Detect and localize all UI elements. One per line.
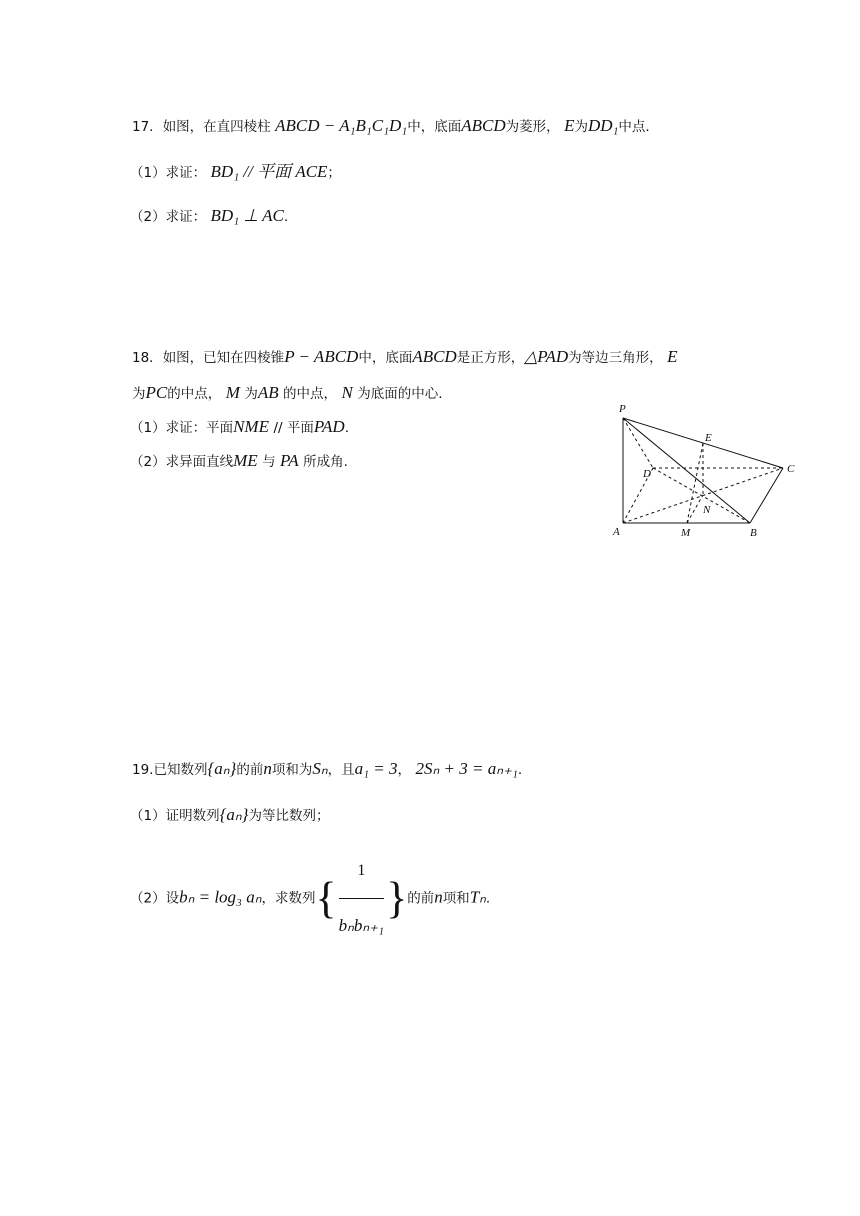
q18-text: 的中点， bbox=[283, 386, 338, 402]
label-p: P bbox=[619, 403, 626, 415]
q18-text: 所成角. bbox=[303, 454, 348, 470]
q19-part2-label: （2）设 bbox=[130, 890, 180, 907]
q18-nme: NME bbox=[233, 417, 269, 436]
q19-text: ，且 bbox=[327, 762, 355, 778]
label-a: A bbox=[613, 526, 620, 538]
q18-ab: AB bbox=[257, 383, 279, 402]
q17-part1-math: BD₁ // 平面 ACE bbox=[210, 162, 328, 181]
label-d: D bbox=[643, 468, 651, 480]
q17-text: 为 bbox=[574, 119, 588, 135]
q19-n: n bbox=[263, 759, 272, 778]
q18-intro: 如图，已知在四棱锥 bbox=[162, 350, 285, 366]
q19-text: 为等比数列； bbox=[248, 808, 330, 824]
edge-bc bbox=[750, 468, 783, 523]
q19-intro: 已知数列 bbox=[153, 762, 208, 778]
q18-text: 的中点， bbox=[167, 386, 222, 402]
q18-stem-line1 bbox=[132, 347, 678, 368]
q19-bn-def: bₙ = log₃ aₙ bbox=[179, 887, 262, 907]
q19-seq: {aₙ} bbox=[207, 759, 237, 778]
label-e: E bbox=[705, 432, 712, 444]
q19-part2-n: n bbox=[434, 887, 443, 907]
q17-text: . bbox=[283, 209, 289, 225]
left-brace: { bbox=[315, 873, 337, 923]
q18-part2-label: （2）求异面直线 bbox=[130, 454, 234, 470]
q18-text: // 平面 bbox=[273, 420, 314, 436]
q17-part2-math: BD₁ ⊥ AC bbox=[210, 206, 284, 225]
q17-text: 为菱形， bbox=[505, 119, 560, 135]
q17-point-e: E bbox=[564, 116, 575, 135]
q18-text: 与 bbox=[262, 454, 276, 470]
q17-number: 17． bbox=[132, 119, 163, 135]
q18-pyramid: P − ABCD bbox=[284, 347, 359, 366]
q19-text: 的前 bbox=[236, 762, 264, 778]
q18-number: 18． bbox=[132, 350, 163, 366]
q18-text: 为 bbox=[132, 386, 146, 402]
q18-text: 是正方形， bbox=[456, 350, 525, 366]
diag-db bbox=[653, 468, 750, 523]
q18-point-m: M bbox=[225, 383, 240, 402]
q17-part1 bbox=[130, 162, 341, 183]
q17-text: 中点. bbox=[618, 119, 650, 135]
q19-stem bbox=[132, 759, 522, 780]
pyramid-figure bbox=[605, 398, 810, 546]
q18-part2 bbox=[130, 451, 348, 472]
q19-text: 项和为 bbox=[271, 762, 313, 778]
q19-sn: Sₙ bbox=[312, 759, 328, 778]
q17-text: ； bbox=[327, 165, 341, 181]
q18-pad: PAD bbox=[313, 417, 345, 436]
q18-text: 中，底面 bbox=[358, 350, 413, 366]
q17-part1-label: （1）求证： bbox=[130, 165, 207, 181]
q18-pc: PC bbox=[145, 383, 168, 402]
q18-triangle: △PAD bbox=[524, 347, 569, 366]
right-brace: } bbox=[386, 873, 408, 923]
q18-base: ABCD bbox=[412, 347, 457, 366]
q19-cond1: a₁ = 3 bbox=[354, 759, 398, 778]
q18-part1-label: （1）求证：平面 bbox=[130, 420, 234, 436]
q19-fraction bbox=[339, 846, 384, 951]
q18-text: 为等边三角形， bbox=[568, 350, 663, 366]
label-m: M bbox=[681, 527, 691, 539]
fraction-denominator: bₙbₙ₊₁ bbox=[338, 916, 385, 935]
q19-text: . bbox=[485, 890, 491, 907]
q18-part1 bbox=[130, 417, 349, 438]
q18-text: . bbox=[344, 420, 349, 436]
q18-stem-line2 bbox=[132, 383, 443, 404]
label-b: B bbox=[750, 527, 757, 539]
q18-text: 为 bbox=[244, 386, 258, 402]
q19-tn: Tₙ bbox=[469, 887, 486, 907]
q17-dd1: DD₁ bbox=[587, 116, 619, 135]
seg-me bbox=[687, 443, 703, 523]
q18-me: ME bbox=[233, 451, 258, 470]
q19-number: 19. bbox=[132, 762, 154, 778]
q18-text: 为底面的中心. bbox=[357, 386, 443, 402]
q19-cond2: 2Sₙ + 3 = aₙ₊₁ bbox=[415, 759, 518, 778]
q19-text: . bbox=[517, 762, 523, 778]
q19-part2 bbox=[130, 846, 490, 951]
q18-pa: PA bbox=[280, 451, 299, 470]
q19-text: 项和 bbox=[442, 890, 470, 907]
label-c: C bbox=[787, 463, 795, 475]
q18-point-n: N bbox=[341, 383, 353, 402]
q17-part2 bbox=[130, 206, 288, 227]
q19-text: ， bbox=[397, 762, 412, 778]
fraction-numerator: 1 bbox=[339, 846, 384, 899]
q18-point-e: E bbox=[667, 347, 678, 366]
label-n: N bbox=[703, 504, 711, 516]
q19-text: ，求数列 bbox=[261, 890, 316, 907]
q17-stem bbox=[132, 116, 650, 137]
q19-part1 bbox=[130, 805, 329, 826]
q17-prism: ABCD − A₁B₁C₁D₁ bbox=[275, 116, 408, 135]
q17-intro: 如图，在直四棱柱 bbox=[162, 119, 271, 135]
q19-text: 的前 bbox=[407, 890, 435, 907]
q19-part1-label: （1）证明数列 bbox=[130, 808, 220, 824]
q17-part2-label: （2）求证： bbox=[130, 209, 207, 225]
q17-base: ABCD bbox=[461, 116, 506, 135]
q19-part1-seq: {aₙ} bbox=[219, 805, 249, 824]
q17-text: 中，底面 bbox=[407, 119, 462, 135]
